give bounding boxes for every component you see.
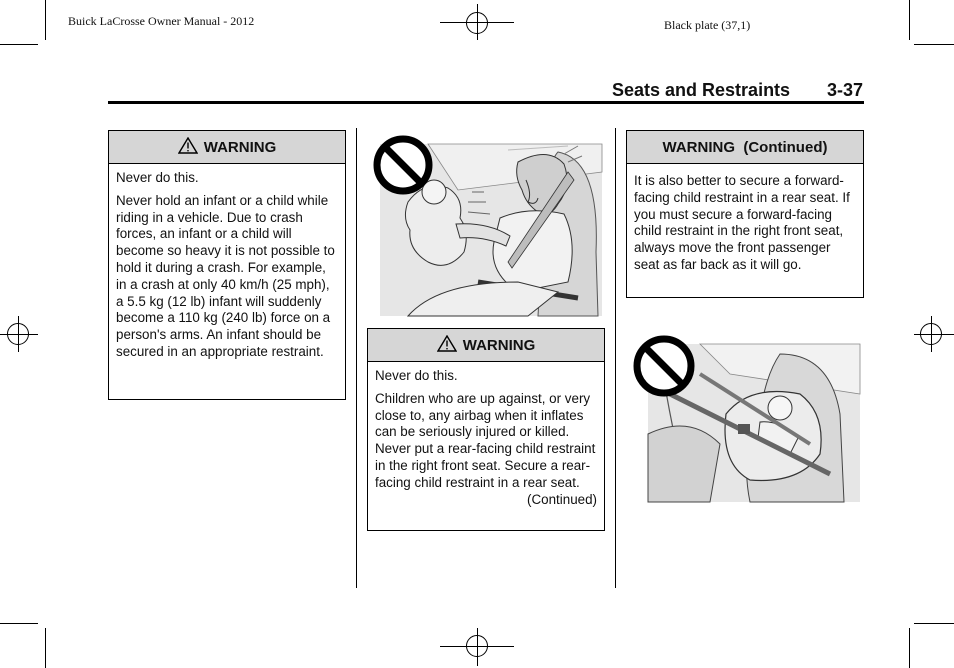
page-number: 3-37 bbox=[827, 80, 864, 100]
warning-box-airbag bbox=[367, 328, 605, 531]
header-rule bbox=[108, 101, 864, 104]
warning-box-continued bbox=[626, 130, 864, 298]
warning-text: Never hold an infant or a child while riding in a vehicle. Due to crash forces, an infant or a child will become so heavy it is not possible to hold it during a crash. For example, in a crash at only 40 km/h (25 mph), a 5.5 kg (12 lb) infant will suddenly become a 110 kg (240 lb) force on a person's arms. An infant should be secured in an appropriate restraint. bbox=[116, 192, 335, 359]
illustration-rear-facing-front-seat bbox=[630, 334, 862, 504]
warning-triangle-icon bbox=[437, 335, 457, 356]
warning-lead: Never do this. bbox=[375, 368, 458, 383]
column-divider-2 bbox=[615, 128, 616, 588]
prohibited-icon bbox=[632, 334, 696, 403]
plate-label: Black plate (37,1) bbox=[664, 18, 751, 32]
warning-header bbox=[109, 131, 345, 164]
warning-header bbox=[368, 329, 604, 362]
prohibited-icon bbox=[372, 134, 434, 201]
warning-title: WARNING bbox=[462, 336, 536, 354]
warning-box-infant bbox=[108, 130, 346, 400]
warning-lead: Never do this. bbox=[116, 170, 199, 185]
illustration-infant-in-lap bbox=[368, 132, 604, 318]
warning-header bbox=[627, 131, 863, 164]
column-divider-1 bbox=[356, 128, 357, 588]
manual-title: Buick LaCrosse Owner Manual - 2012 bbox=[68, 14, 255, 28]
warning-text: It is also better to secure a forward-facing child restraint in a rear seat. If you must secure a forward-facing child restraint in the right front seat, always move the front passenger seat as far back as it will go. bbox=[634, 173, 850, 272]
continued-label: (Continued) bbox=[527, 491, 597, 507]
warning-title: WARNING (Continued) bbox=[662, 138, 828, 156]
warning-title: WARNING bbox=[203, 138, 277, 156]
warning-triangle-icon bbox=[178, 137, 198, 158]
section-title: Seats and Restraints bbox=[612, 80, 791, 100]
warning-text: Children who are up against, or very close to, any airbag when it inflates can be seriously injured or killed. Never put a rear-facing child restraint in the right front seat. Secure a rear-facing child restraint in a rear seat. bbox=[375, 390, 596, 490]
